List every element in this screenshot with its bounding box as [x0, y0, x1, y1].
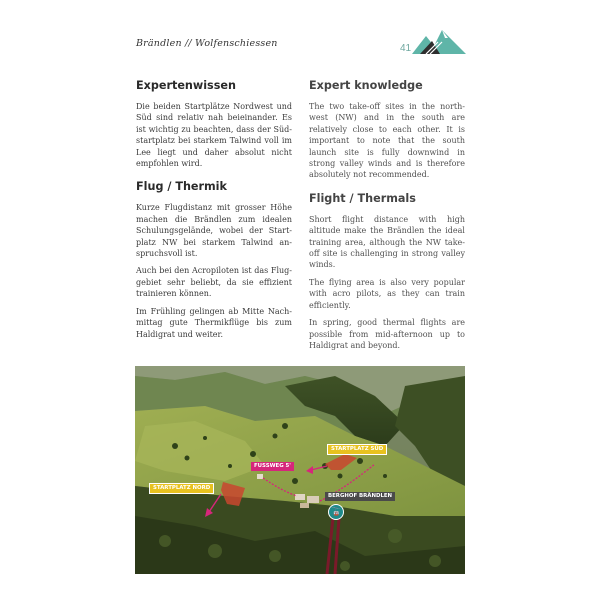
- section-heading-expert-knowledge: Expert knowledge: [309, 79, 423, 92]
- aerial-photo-image: [135, 366, 465, 574]
- label-berghof-brandlen: BERGHOF BRÄNDLEN: [325, 492, 395, 501]
- section-heading-expertenwissen: Expertenwissen: [136, 79, 236, 92]
- page-number: 41: [400, 43, 412, 54]
- label-startplatz-nord: STARTPLATZ NORD: [149, 483, 214, 494]
- aerial-photo: [135, 366, 465, 574]
- mountain-logo-icon: [412, 24, 466, 54]
- paragraph-flight-3: In spring, good thermal flights are possible from mid-afternoon up to Haldigrat and beyond.: [309, 318, 465, 350]
- label-fussweg: FUSSWEG 5': [251, 462, 294, 471]
- paragraph-expertenwissen: Die beiden Startplätze Nordwest und Süd sind relativ nah beieinander. Es ist wichtig zu beachten, dass der Süd-startplatz bei starkem Talwind voll im Lee liegt und daher absolut nicht empfohlen wird.: [136, 102, 292, 169]
- cable-car-icon: 🚡: [328, 504, 344, 520]
- paragraph-flug-2: Auch bei den Acropiloten ist das Flug-gebiet sehr beliebt, da sie effizient trainieren können.: [136, 266, 292, 299]
- paragraph-flug-3: Im Frühling gelingen ab Mitte Nach-mittag gute Thermikflüge bis zum Haldigrat und weiter.: [136, 306, 292, 339]
- paragraph-flight-2: The flying area is also very popular with acro pilots, as they can train efficiently.: [309, 277, 465, 310]
- paragraph-flug-1: Kurze Flugdistanz mit grosser Höhe machen die Brändlen zum idealen Schulungsgelände, wobei der Start-platz NW bei starkem Talwind an-spruchsvoll ist.: [136, 203, 292, 259]
- german-column: [136, 78, 292, 340]
- paragraph-flight-1: Short flight distance with high altitude make the Brändlen the ideal training area, although the NW take-off site is challenging in strong valley winds.: [309, 214, 465, 270]
- english-column: [309, 78, 465, 351]
- running-header: Brändlen // Wolfenschiessen: [136, 38, 278, 49]
- label-startplatz-sud: STARTPLATZ SÜD: [327, 444, 387, 455]
- section-heading-flug-thermik: Flug / Thermik: [136, 180, 227, 194]
- section-heading-flight-thermals: Flight / Thermals: [309, 191, 416, 205]
- paragraph-expert-knowledge: The two take-off sites in the north-west (NW) and in the south are relatively close to each other. It is important to note that the south launch site is fully downwind in strong valley winds and is therefore absolutely not recommended.: [309, 102, 465, 180]
